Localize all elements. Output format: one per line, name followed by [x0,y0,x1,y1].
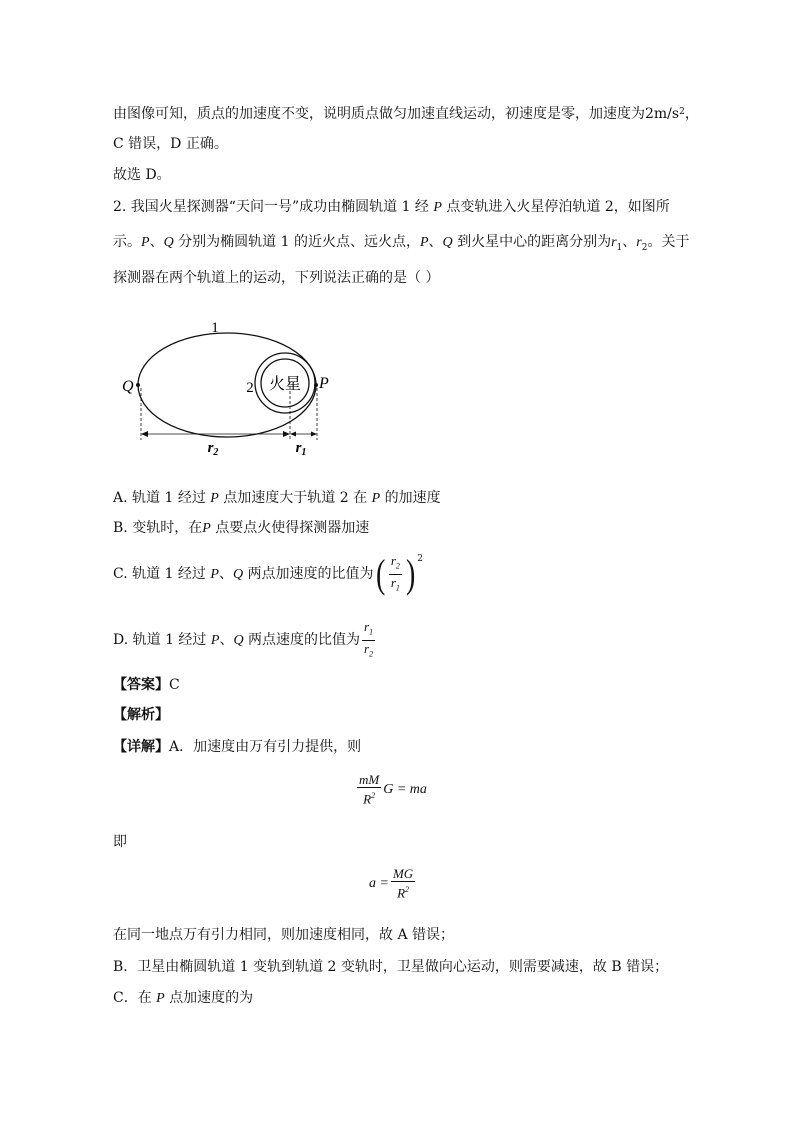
formula-acceleration: a = $\frac{MG}{R^2}$ [369,866,414,901]
orbit-diagram [118,318,338,458]
text-ji: 即 [113,834,127,850]
text-line-c-d: C 错误，D 正确。 [113,136,228,152]
question-2-line-2: 示。P、Q 分别为椭圆轨道 1 的近火点、远火点，P、Q 到火星中心的距离分别为$r_1$、$r_2$。关于 [113,234,690,253]
point-q-dot [136,383,140,387]
orbit-2-label: 2 [246,380,254,396]
explanation-c: C．在 P 点加速度的为 [113,990,254,1006]
option-d[interactable]: D. 轨道 1 经过 P、Q 两点速度的比值为 $\frac{r_1}{r_2}$ [113,619,377,661]
point-q-label: Q [122,378,134,395]
option-d-fraction: $\frac{r_1}{r_2}$ [364,619,374,659]
answer-line: 【答案】C [113,677,180,693]
detail-line: 【详解】A．加速度由万有引力提供，则 [113,739,362,755]
explanation-a: 在同一地点万有引力相同，则加速度相同，故 A 错误； [113,927,455,943]
formula-gravity: $\frac{mM}{R^2}$ G = ma [359,772,427,807]
orbit-1-label: 1 [211,320,219,336]
r1-label: $r_1$ [295,440,307,458]
question-2-line-3: 探测器在两个轨道上的运动，下列说法正确的是（ ） [113,270,440,286]
explanation-b: B．卫星由椭圆轨道 1 变轨到轨道 2 变轨时，卫星做向心运动，则需要减速，故 B 错误； [113,959,669,975]
text-line-acceleration: 由图像可知，质点的加速度不变，说明质点做匀加速直线运动，初速度是零，加速度为$2m/s^2$， [113,106,699,122]
option-c-fraction: $\frac{r_2}{r_1}$ [390,553,400,593]
planet-label: 火星 [268,374,302,393]
text-line-choose-d: 故选 D。 [113,167,171,183]
point-p-dot [314,383,318,387]
analysis-label: 【解析】 [113,707,169,723]
question-2-line-1: 2. 我国火星探测器“天问一号”成功由椭圆轨道 1 经 P 点变轨进入火星停泊轨道 2，如图所 [113,199,670,215]
r2-label: $r_2$ [207,440,219,458]
point-p-label: P [319,375,329,392]
option-a[interactable]: A. 轨道 1 经过 P 点加速度大于轨道 2 在 P 的加速度 [113,490,441,506]
option-b[interactable]: B. 变轨时，在P 点要点火使得探测器加速 [113,520,370,536]
option-c[interactable]: C. 轨道 1 经过 P、Q 两点加速度的比值为( $\frac{r_2}{r_1}$ ) $^2$ [113,551,423,597]
